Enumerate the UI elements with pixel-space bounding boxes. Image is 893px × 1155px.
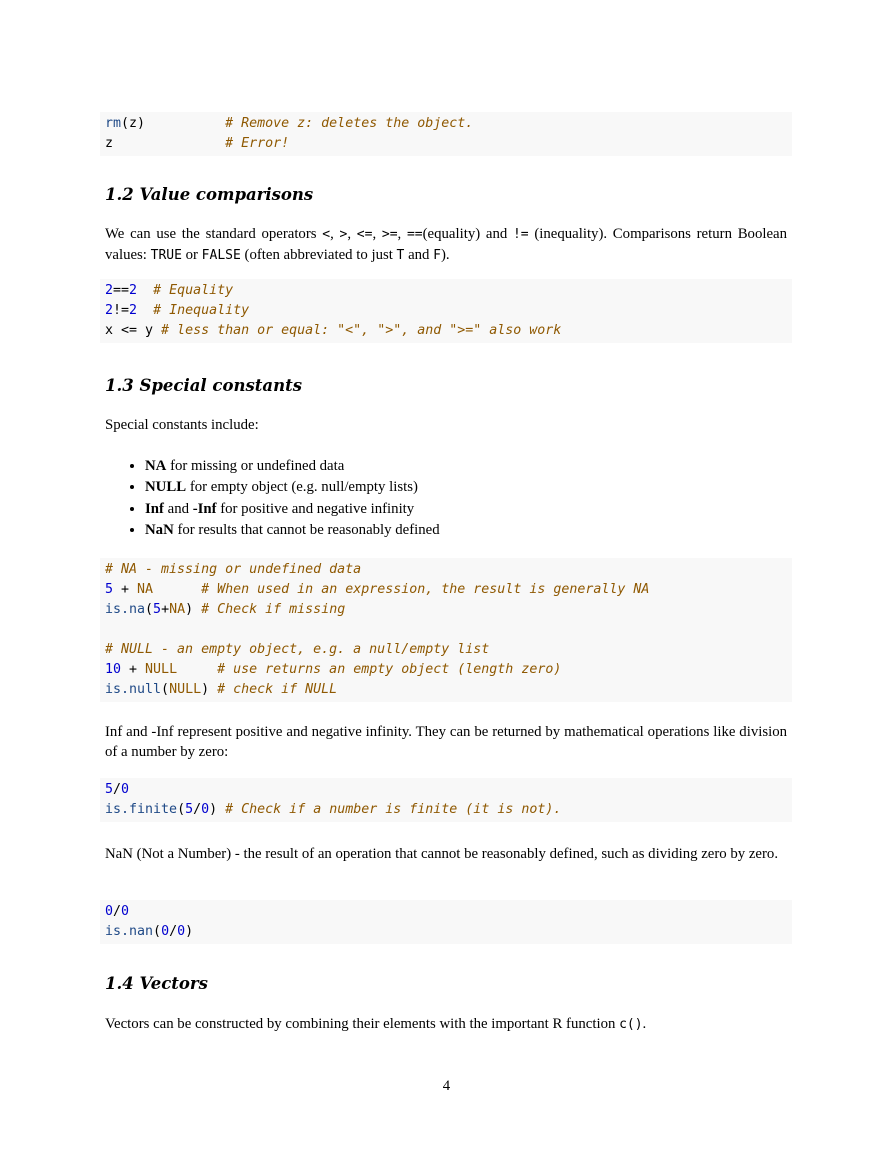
inline-code: == <box>406 227 423 242</box>
code-operator: + <box>161 602 170 617</box>
inline-code: != <box>512 227 529 242</box>
inline-code: F <box>433 248 441 263</box>
code-constant: NULL <box>145 662 178 677</box>
code-text: ) <box>201 682 218 697</box>
code-line <box>105 922 792 942</box>
code-line <box>105 114 792 134</box>
code-operator: + <box>113 582 138 597</box>
code-text: ) <box>209 802 226 817</box>
code-text: (z) <box>121 116 146 131</box>
code-operator: != <box>113 303 130 318</box>
code-text: ( <box>161 682 170 697</box>
code-text: ) <box>185 602 202 617</box>
code-number: 10 <box>105 662 122 677</box>
text: and <box>163 500 193 517</box>
code-space <box>113 136 225 151</box>
code-space <box>137 303 153 318</box>
constant-term: -Inf <box>192 500 217 517</box>
text: (inequality). Comparisons return Boolean values: <box>105 226 788 263</box>
code-line <box>105 600 792 620</box>
code-text: ( <box>177 802 186 817</box>
constant-description: for empty object (e.g. null/empty lists) <box>186 479 418 496</box>
constant-term: NULL <box>145 479 187 496</box>
text: , <box>397 226 407 242</box>
code-number: 0 <box>105 904 114 919</box>
code-number: 0 <box>121 782 130 797</box>
code-line <box>105 902 792 922</box>
code-block-na-null <box>100 558 792 702</box>
code-space <box>145 116 225 131</box>
code-comment: # use returns an empty object (length zero) <box>217 662 562 677</box>
code-comment: # NULL - an empty object, e.g. a null/empty list <box>105 642 490 657</box>
code-comment: # Error! <box>225 136 290 151</box>
code-comment: # check if NULL <box>217 682 338 697</box>
code-line <box>105 680 792 700</box>
code-number: 0 <box>177 924 186 939</box>
inline-code: < <box>322 227 331 242</box>
code-comment: # Equality <box>153 283 234 298</box>
list-item <box>145 520 440 541</box>
code-number: 2 <box>105 303 114 318</box>
code-constant: NA <box>137 582 154 597</box>
text: (often abbreviated to just <box>240 247 397 263</box>
code-text: ( <box>153 924 162 939</box>
code-text: z <box>105 136 114 151</box>
list-item <box>145 456 440 477</box>
code-number: 2 <box>105 283 114 298</box>
section-heading-vectors: 1.4 Vectors <box>105 974 208 993</box>
code-function: is.na <box>105 602 146 617</box>
code-line <box>105 321 792 341</box>
code-line <box>105 780 792 800</box>
code-comment: # Check if a number is finite (it is not). <box>225 802 562 817</box>
section-heading-special-constants: 1.3 Special constants <box>105 376 302 395</box>
code-text: x <= y <box>105 323 162 338</box>
code-operator: + <box>121 662 146 677</box>
text: or <box>181 247 202 263</box>
constant-description: for results that cannot be reasonably defined <box>173 521 440 538</box>
code-line <box>105 800 792 820</box>
text: , <box>372 226 382 242</box>
code-number: 0 <box>201 802 210 817</box>
code-function: is.null <box>105 682 162 697</box>
code-function: rm <box>105 116 122 131</box>
constant-term: Inf <box>145 500 164 517</box>
code-line-blank <box>105 620 792 640</box>
text: , <box>347 226 357 242</box>
code-space <box>137 283 153 298</box>
code-comment: # NA - missing or undefined data <box>105 562 362 577</box>
code-number: 0 <box>121 904 130 919</box>
code-operator: / <box>113 782 122 797</box>
page-number: 4 <box>442 1078 451 1094</box>
text: and <box>404 247 434 263</box>
code-line <box>105 134 792 154</box>
code-block-infinity <box>100 778 792 822</box>
code-number: 2 <box>129 303 138 318</box>
constant-description: for missing or undefined data <box>166 458 345 474</box>
code-line <box>105 281 792 301</box>
code-number: 5 <box>105 582 114 597</box>
code-number: 5 <box>105 782 114 797</box>
code-comment: # Check if missing <box>201 602 346 617</box>
paragraph-infinity: Inf and -Inf represent positive and negative infinity. They can be returned by mathematical operations like division of a number by zero: <box>105 724 787 760</box>
code-number: 2 <box>129 283 138 298</box>
code-number: 0 <box>161 924 170 939</box>
code-function: is.finite <box>105 802 178 817</box>
section-heading-value-comparisons: 1.2 Value comparisons <box>105 185 314 204</box>
code-text: ( <box>145 602 154 617</box>
text: ). <box>440 247 450 263</box>
constant-term: NaN <box>145 521 174 538</box>
constants-list <box>125 456 440 541</box>
code-constant: NULL <box>169 682 202 697</box>
text: Vectors can be constructed by combining their elements with the important R function <box>105 1016 620 1032</box>
inline-code: FALSE <box>201 248 241 263</box>
inline-code: TRUE <box>150 248 182 263</box>
inline-code: <= <box>356 227 373 242</box>
text: We can use the standard operators <box>105 226 323 242</box>
code-operator: / <box>113 904 122 919</box>
code-text: ) <box>185 924 194 939</box>
code-operator: == <box>113 283 130 298</box>
paragraph-nan: NaN (Not a Number) - the result of an operation that cannot be reasonably defined, such as dividing zero by zero. <box>105 846 779 862</box>
inline-code: c() <box>619 1017 643 1032</box>
code-constant: NA <box>169 602 186 617</box>
list-item <box>145 477 440 498</box>
code-block-comparisons <box>100 279 792 343</box>
code-function: is.nan <box>105 924 154 939</box>
inline-code: > <box>339 227 348 242</box>
code-line <box>105 580 792 600</box>
code-line <box>105 560 792 580</box>
constant-description: for positive and negative infinity <box>216 500 415 517</box>
code-line <box>105 301 792 321</box>
code-line <box>105 640 792 660</box>
code-number: 5 <box>153 602 162 617</box>
paragraph-vectors <box>105 1014 787 1035</box>
text: , <box>330 226 340 242</box>
constant-term: NA <box>145 458 167 474</box>
code-comment: # Inequality <box>153 303 250 318</box>
inline-code: T <box>396 248 405 263</box>
code-comment: # When used in an expression, the result is generally NA <box>201 582 650 597</box>
code-block-rm <box>100 112 792 156</box>
code-number: 5 <box>185 802 194 817</box>
code-operator: / <box>169 924 178 939</box>
code-block-nan <box>100 900 792 944</box>
code-comment: # Remove z: deletes the object. <box>225 116 474 131</box>
list-item <box>145 499 440 520</box>
code-comment: # less than or equal: "<", ">", and ">=" also work <box>161 323 562 338</box>
text: . <box>642 1016 647 1032</box>
code-space <box>153 582 201 597</box>
text: (equality) and <box>422 226 513 242</box>
paragraph-comparisons <box>105 224 787 266</box>
code-operator: / <box>193 802 202 817</box>
code-line <box>105 660 792 680</box>
inline-code: >= <box>381 227 398 242</box>
paragraph-special-constants-intro: Special constants include: <box>105 417 259 433</box>
code-space <box>177 662 217 677</box>
